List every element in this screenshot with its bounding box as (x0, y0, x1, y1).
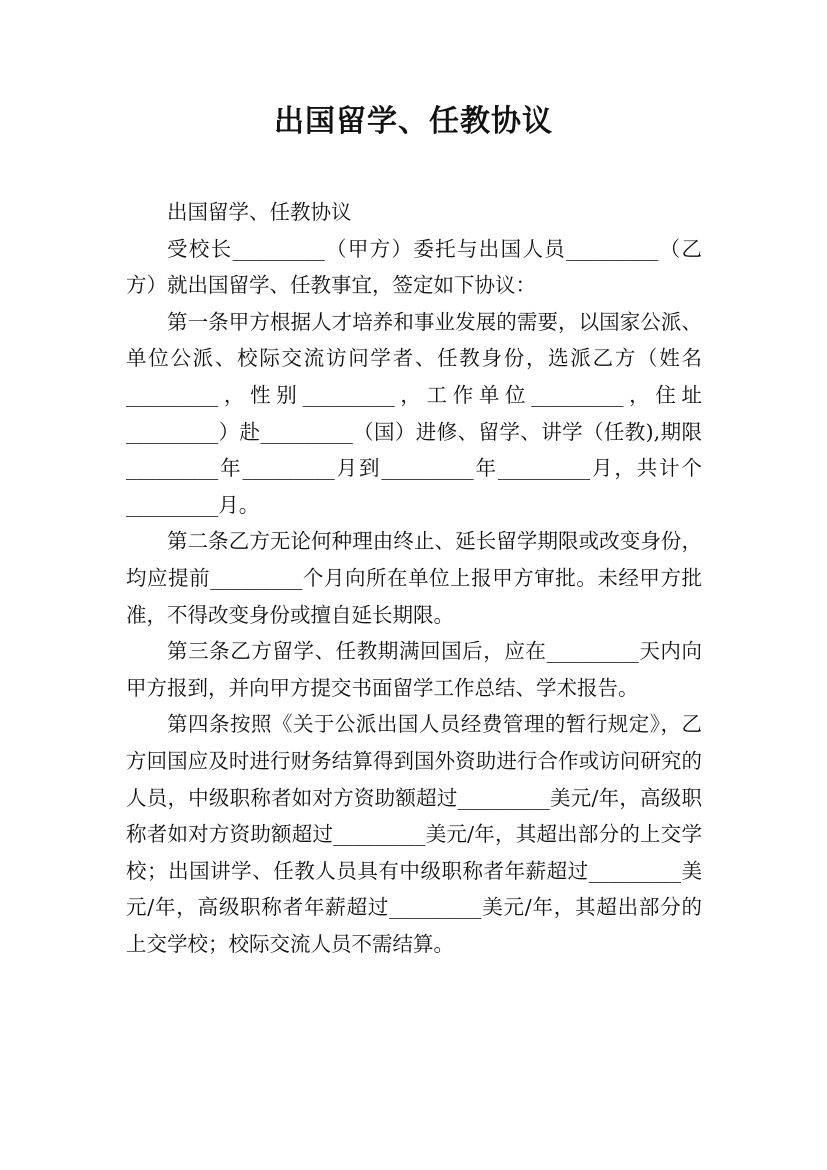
paragraph-subtitle: 出国留学、任教协议 (167, 200, 352, 224)
page-title: 出国留学、任教协议 (274, 104, 553, 139)
paragraph-article-3: 第三条乙方留学、任教期满回国后，应在_________天内向甲方报到，并向甲方提交书面留学工作总结、学术报告。 (126, 639, 702, 700)
paragraph-article-1: 第一条甲方根据人才培养和事业发展的需要，以国家公派、单位公派、校际交流访问学者、任教身份，选派乙方（姓名_________，性别_________，工作单位_________，住址_________）赴_________（国）进修、留学、讲学（任教),期限_________年_________月到_________年_________月，共计个_________月。 (126, 309, 702, 517)
paragraph-article-2: 第二条乙方无论何种理由终止、延长留学期限或改变身份，均应提前_________个月向所在单位上报甲方审批。未经甲方批准，不得改变身份或擅自延长期限。 (126, 529, 702, 627)
document-body (126, 194, 702, 962)
paragraph-article-4: 第四条按照《关于公派出国人员经费管理的暂行规定》，乙方回国应及时进行财务结算得到国外资助进行合作或访问研究的人员，中级职称者如对方资助额超过_________美元/年，高级职称者如对方资助额超过_________美元/年，其超出部分的上交学校；出国讲学、任教人员具有中级职称者年薪超过_________美元/年，高级职称者年薪超过_________美元/年，其超出部分的上交学校；校际交流人员不需结算。 (126, 712, 702, 956)
paragraph-intro: 受校长_________（甲方）委托与出国人员_________（乙方）就出国留学、任教事宜，签定如下协议： (126, 236, 702, 298)
